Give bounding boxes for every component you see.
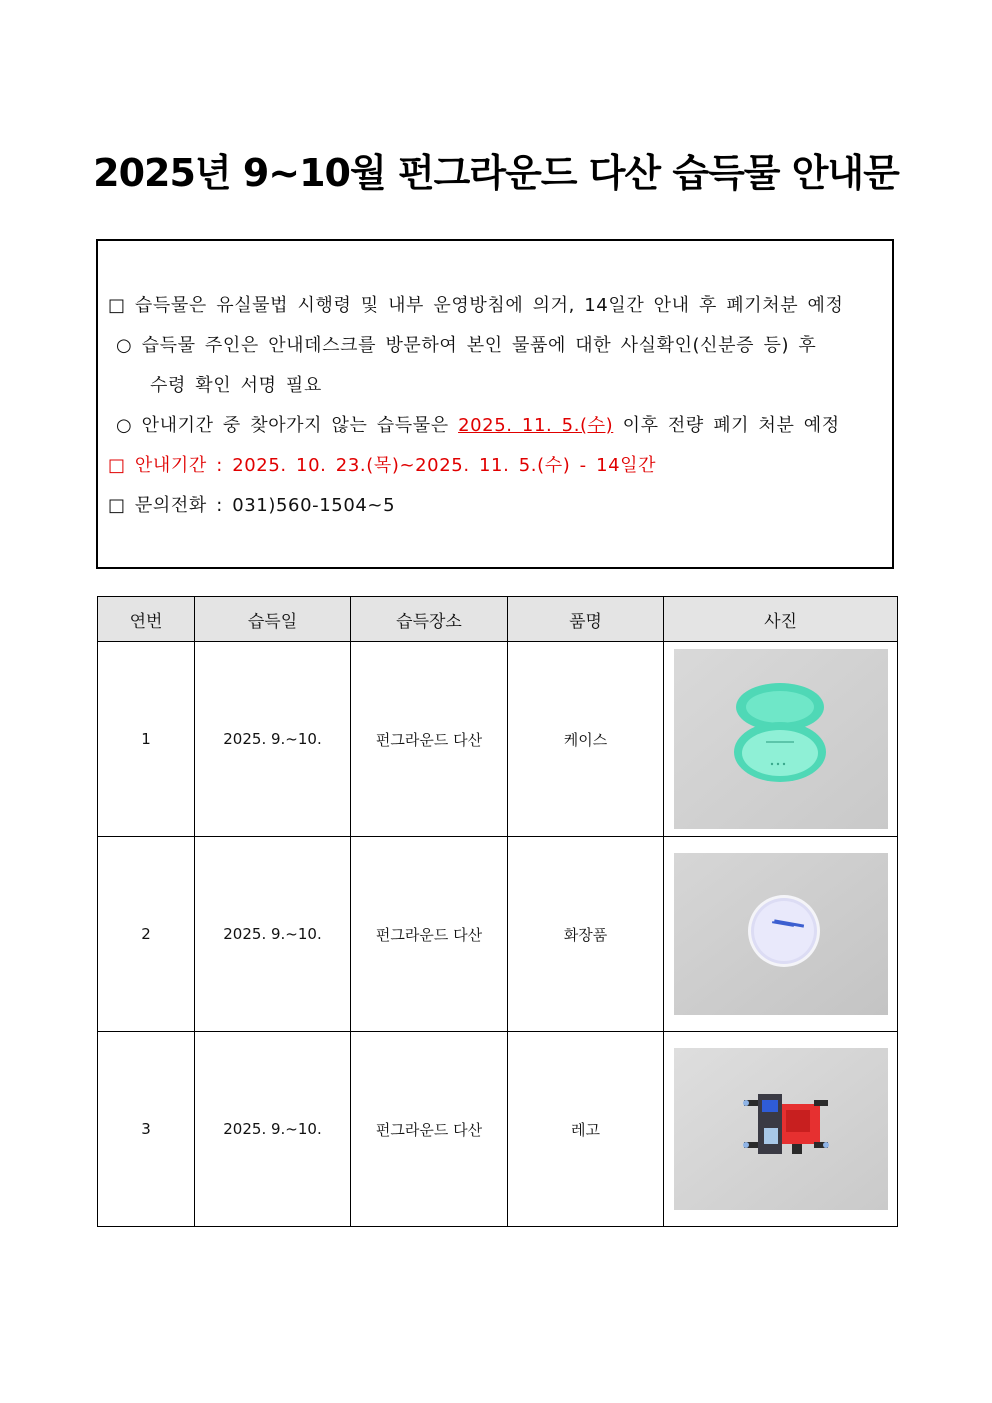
notice-box: [96, 239, 894, 569]
notice-signature-required: 수령 확인 서명 필요: [150, 375, 322, 396]
header-item: 품명: [508, 597, 664, 642]
cell-no: 1: [98, 642, 195, 837]
cell-photo: [664, 642, 898, 837]
cell-date: 2025. 9.~10.: [195, 1032, 351, 1227]
cell-photo: [664, 1032, 898, 1227]
cell-date: 2025. 9.~10.: [195, 642, 351, 837]
notice-contact-phone: □ 문의전화 : 031)560-1504~5: [108, 495, 396, 516]
cell-item: 케이스: [508, 642, 664, 837]
header-no: 연번: [98, 597, 195, 642]
notice-period: □ 안내기간 : 2025. 10. 23.(목)~2025. 11. 5.(수) - 14일간: [108, 455, 657, 476]
table-row: [98, 1032, 898, 1227]
cell-photo: [664, 837, 898, 1032]
cell-date: 2025. 9.~10.: [195, 837, 351, 1032]
table-header-row: [98, 597, 898, 642]
cosmetic-compact-photo: [674, 844, 888, 1024]
cell-no: 3: [98, 1032, 195, 1227]
cell-place: 펀그라운드 다산: [351, 837, 508, 1032]
header-photo: 사진: [664, 597, 898, 642]
notice-owner-instruction: ○ 습득물 주인은 안내데스크를 방문하여 본인 물품에 대한 사실확인(신분증 등) 후: [116, 335, 817, 356]
mint-case-photo: [674, 649, 888, 829]
cell-item: 레고: [508, 1032, 664, 1227]
cell-place: 펀그라운드 다산: [351, 1032, 508, 1227]
cell-no: 2: [98, 837, 195, 1032]
lost-items-table: [97, 596, 898, 1227]
table-row: [98, 642, 898, 837]
cell-place: 펀그라운드 다산: [351, 642, 508, 837]
lego-car-photo: [674, 1039, 888, 1219]
notice-disposal-policy: □ 습득물은 유실물법 시행령 및 내부 운영방침에 의거, 14일간 안내 후 폐기처분 예정: [108, 295, 844, 316]
notice-disposal-date: [116, 414, 840, 438]
header-place: 습득장소: [351, 597, 508, 642]
notice-disposal-prefix: ○ 안내기간 중 찾아가지 않는 습득물은: [116, 415, 459, 436]
table-row: [98, 837, 898, 1032]
document-title: 2025년 9~10월 펀그라운드 다산 습득물 안내문: [93, 151, 899, 195]
header-date: 습득일: [195, 597, 351, 642]
cell-item: 화장품: [508, 837, 664, 1032]
notice-disposal-suffix: 이후 전량 폐기 처분 예정: [613, 415, 840, 436]
disposal-date-highlight: 2025. 11. 5.(수): [458, 415, 614, 436]
